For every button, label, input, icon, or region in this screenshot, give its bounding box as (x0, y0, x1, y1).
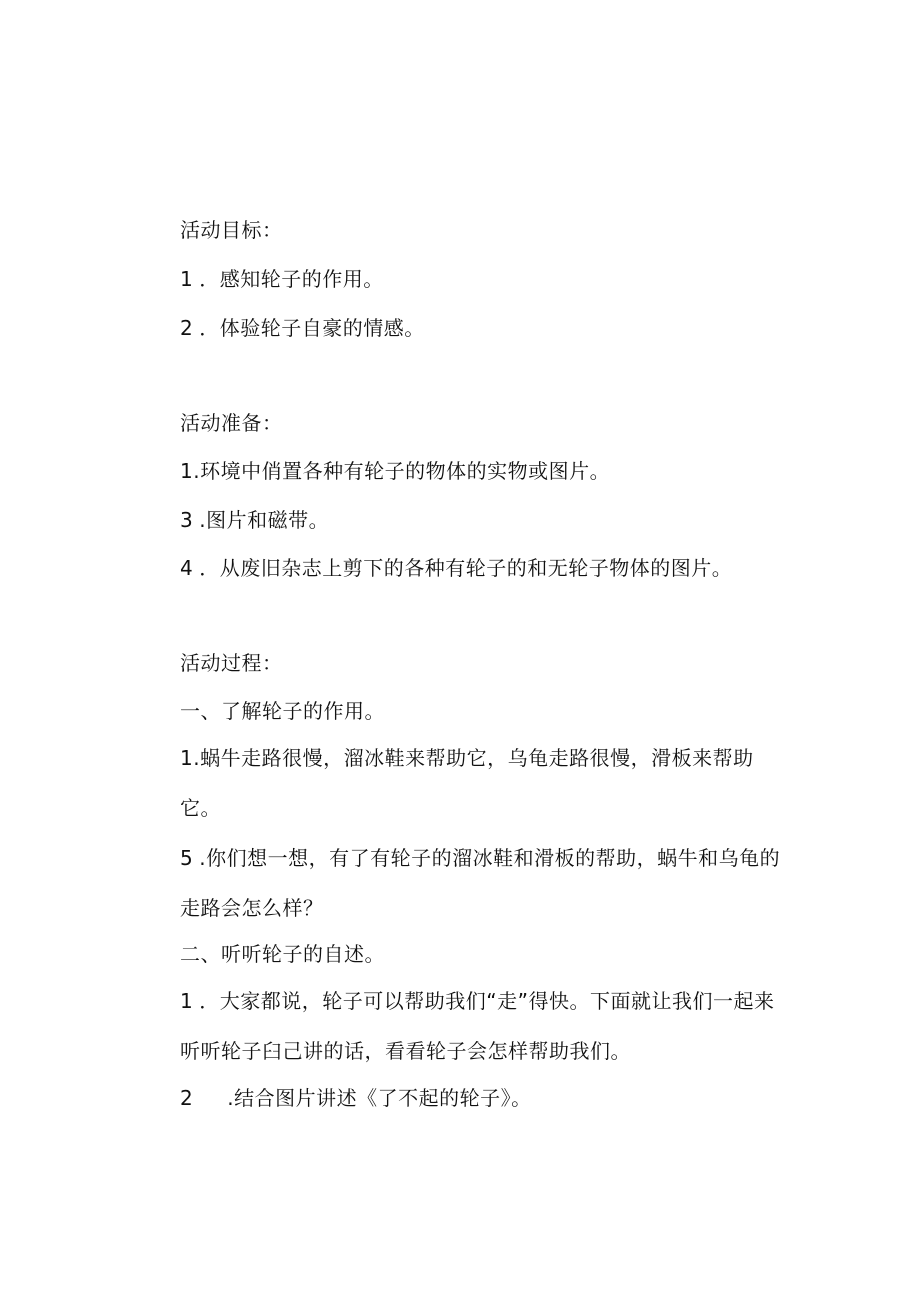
section-1-title: 一、了解轮子的作用。 (180, 699, 385, 723)
section-item-number: 1. (180, 746, 201, 770)
section-1-item-2 (180, 833, 785, 933)
prep-item-2 (180, 507, 329, 533)
section-2-item-2 (180, 1085, 532, 1111)
section-item-number: 1 (180, 989, 194, 1013)
prep-item-text: 环境中俏置各种有轮子的物体的实物或图片。 (200, 459, 611, 483)
goal-item-2 (180, 315, 425, 341)
process-heading: 活动过程： (180, 651, 283, 675)
section-item-text: .你们想一想，有了有轮子的溜冰鞋和滑板的帮助，蜗牛和乌龟的走路会怎么样？ (180, 846, 781, 920)
goal-item-text: ．感知轮子的作用。 (199, 267, 384, 291)
prep-item-number: 4 (180, 556, 194, 580)
section-2-item-1 (180, 976, 785, 1076)
section-2-title: 二、听听轮子的自述。 (180, 942, 385, 966)
prep-item-number: 3 (180, 508, 194, 532)
goal-item-number: 1 (180, 267, 194, 291)
prep-item-text: ．从废旧杂志上剪下的各种有轮子的和无轮子物体的图片。 (199, 556, 733, 580)
section-item-text: 蜗牛走路很慢，溜冰鞋来帮助它，乌龟走路很慢，滑板来帮助它。 (180, 746, 754, 820)
prep-item-3 (180, 555, 732, 581)
goal-item-1 (180, 266, 384, 292)
section-item-number: 2 (180, 1086, 194, 1110)
section-1-item-1 (180, 733, 785, 833)
goal-item-number: 2 (180, 316, 194, 340)
prep-item-1 (180, 458, 610, 484)
section-item-number: 5 (180, 846, 194, 870)
prep-heading: 活动准备： (180, 411, 283, 435)
prep-item-number: 1. (180, 459, 201, 483)
prep-item-text: .图片和磁带。 (199, 508, 330, 532)
goal-item-text: ．体验轮子自豪的情感。 (199, 316, 425, 340)
section-item-text: ．大家都说，轮子可以帮助我们“走”得快。下面就让我们一起来听听轮子臼己讲的话，看看轮子会怎样帮助我们。 (180, 989, 775, 1063)
section-item-text: .结合图片讲述《了不起的轮子》。 (227, 1086, 532, 1110)
goal-heading: 活动目标： (180, 218, 283, 242)
